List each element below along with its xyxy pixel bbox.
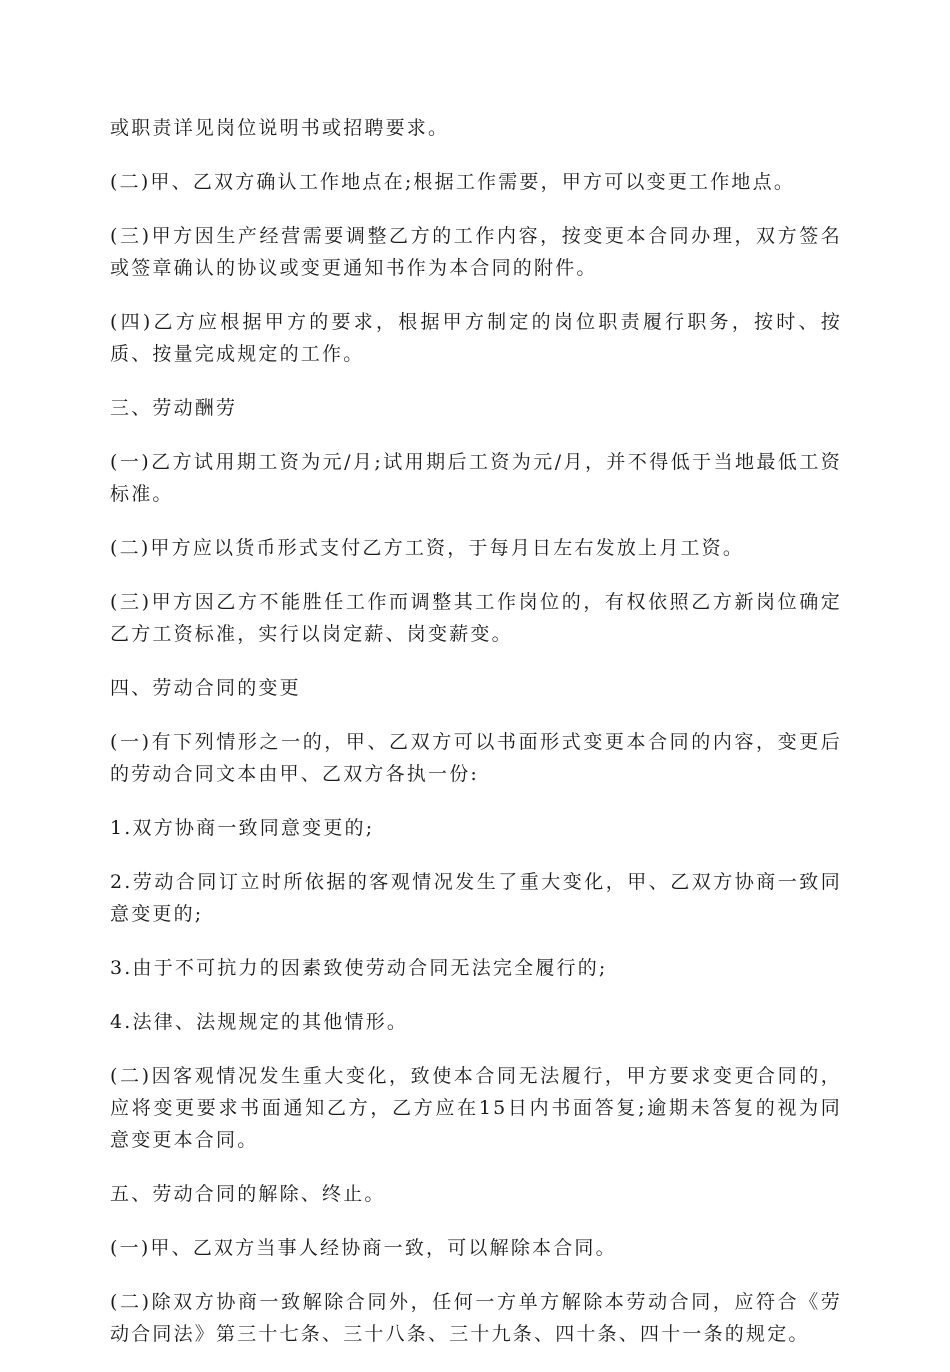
paragraph-wage-adjustment: (三)甲方因乙方不能胜任工作而调整其工作岗位的，有权依照乙方新岗位确定乙方工资标准，实行以岗定薪、岗变薪变。 xyxy=(110,591,842,645)
list-item-change-2: 2.劳动合同订立时所依据的客观情况发生了重大变化，甲、乙双方协商一致同意变更的; xyxy=(110,871,842,925)
paragraph-objective-change: (二)因客观情况发生重大变化，致使本合同无法履行，甲方要求变更合同的，应将变更要求书面通知乙方，乙方应在15日内书面答复;逾期未答复的视为同意变更本合同。 xyxy=(110,1065,842,1151)
document-body xyxy=(110,112,842,1372)
paragraph-change-conditions: (一)有下列情形之一的，甲、乙双方可以书面形式变更本合同的内容，变更后的劳动合同文本由甲、乙双方各执一份: xyxy=(110,731,842,785)
list-item-change-3: 3.由于不可抗力的因素致使劳动合同无法完全履行的; xyxy=(110,957,608,979)
paragraph-duty-reference: 或职责详见岗位说明书或招聘要求。 xyxy=(110,117,450,139)
paragraph-mutual-termination: (一)甲、乙双方当事人经协商一致，可以解除本合同。 xyxy=(110,1237,617,1259)
paragraph-wage-payment: (二)甲方应以货币形式支付乙方工资，于每月日左右发放上月工资。 xyxy=(110,537,745,559)
list-item-change-1: 1.双方协商一致同意变更的; xyxy=(110,817,375,839)
list-item-change-4: 4.法律、法规规定的其他情形。 xyxy=(110,1011,409,1033)
paragraph-work-location: (二)甲、乙双方确认工作地点在;根据工作需要，甲方可以变更工作地点。 xyxy=(110,171,796,193)
section-heading-contract-change: 四、劳动合同的变更 xyxy=(110,677,301,699)
section-heading-termination: 五、劳动合同的解除、终止。 xyxy=(110,1183,386,1205)
paragraph-probation-wage: (一)乙方试用期工资为元/月;试用期后工资为元/月，并不得低于当地最低工资标准。 xyxy=(110,451,842,505)
paragraph-duty-performance: (四)乙方应根据甲方的要求，根据甲方制定的岗位职责履行职务，按时、按质、按量完成规定的工作。 xyxy=(110,311,842,365)
paragraph-work-content-change: (三)甲方因生产经营需要调整乙方的工作内容，按变更本合同办理，双方签名或签章确认的协议或变更通知书作为本合同的附件。 xyxy=(110,225,842,279)
section-heading-remuneration: 三、劳动酬劳 xyxy=(110,397,238,419)
paragraph-unilateral-termination: (二)除双方协商一致解除合同外，任何一方单方解除本劳动合同，应符合《劳动合同法》第三十七条、三十八条、三十九条、四十条、四十一条的规定。 xyxy=(110,1291,842,1345)
